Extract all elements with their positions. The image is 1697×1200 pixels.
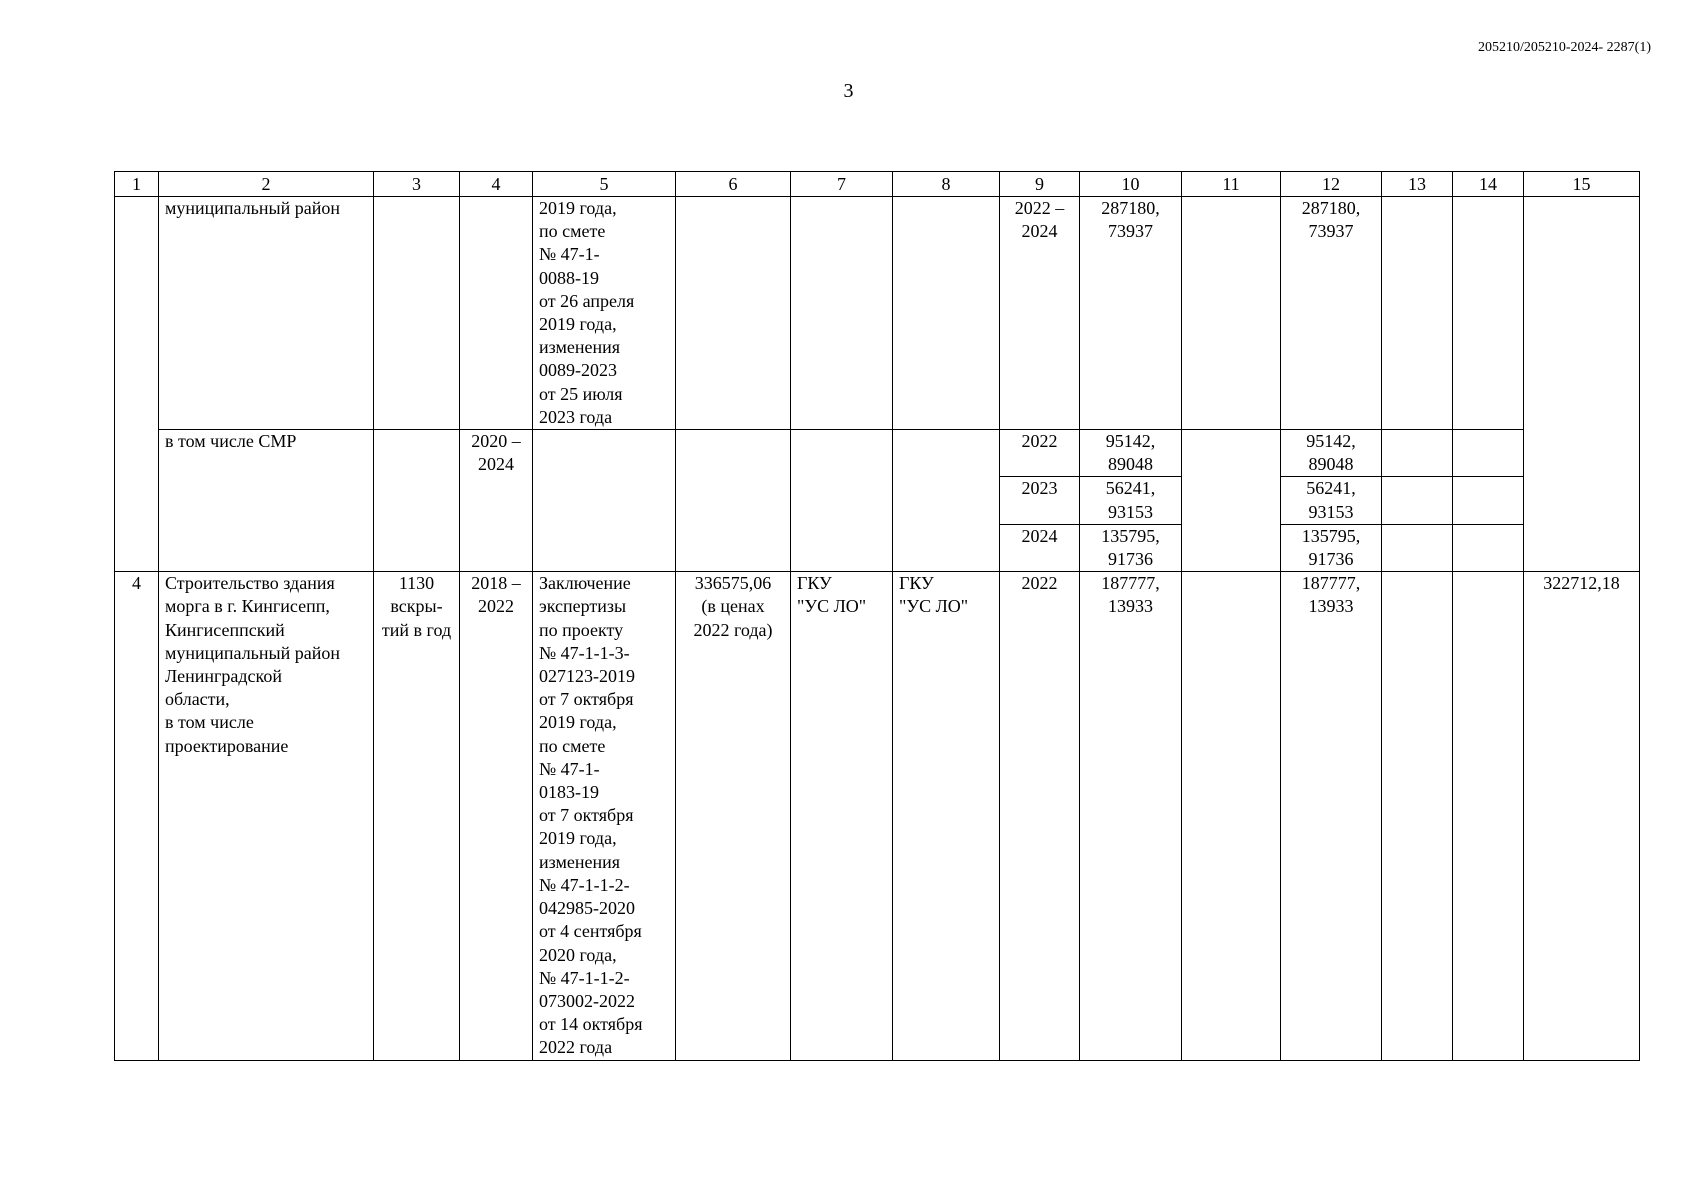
cell-municipal [1382,524,1453,571]
header-cell-14: 14 [1453,172,1524,197]
cell-expertise: 2019 года, по смете № 47-1- 0088-19 от 26 апреля 2019 года, изменения 0089-2023 от 25 июля 2023 года [533,197,676,430]
cell-municipal [1382,477,1453,524]
cell-object-name: Строительство здания морга в г. Кингисепп, Кингисеппский муниципальный район Ленинградской области, в том числе проектирование [159,572,374,1061]
cell-developer: ГКУ "УС ЛО" [893,572,1000,1061]
cell-capacity [374,197,460,430]
cell-other [1453,477,1524,524]
document-id: 205210/205210-2024- 2287(1) [1477,40,1651,55]
cell-municipal [1382,572,1453,1061]
cell-other [1453,430,1524,477]
cell-period: 2020 – 2024 [460,430,533,572]
cell-municipal [1382,430,1453,477]
header-cell-4: 4 [460,172,533,197]
cell-federal [1182,430,1281,572]
cell-years: 2024 [1000,524,1080,571]
header-cell-15: 15 [1524,172,1640,197]
header-cell-8: 8 [893,172,1000,197]
cell-years: 2023 [1000,477,1080,524]
cell-object-name: в том числе СМР [159,430,374,572]
cell-regional: 187777, 13933 [1281,572,1382,1061]
cell-regional: 56241, 93153 [1281,477,1382,524]
table-row [115,572,1640,1061]
cell-estimate [676,197,791,430]
page-number: 3 [843,80,854,102]
cell-total: 287180, 73937 [1080,197,1182,430]
cell-customer [791,197,893,430]
header-cell-1: 1 [115,172,159,197]
header-cell-9: 9 [1000,172,1080,197]
cell-capacity: 1130 вскры- тий в год [374,572,460,1061]
cell-federal [1182,572,1281,1061]
data-table [114,171,1640,1061]
header-cell-12: 12 [1281,172,1382,197]
cell-federal [1182,197,1281,430]
cell-expertise: Заключение экспертизы по проекту № 47-1-1-3- 027123-2019 от 7 октября 2019 года, по смете № 47-1- 0183-19 от 7 октября 2019 года, изменения № 47-1-1-2- 042985-2020 от 4 сентября 2020 года, № 47-1-1-2- 073002-2022 от 14 октября 2022 года [533,572,676,1061]
cell-municipal [1382,197,1453,430]
table-row [115,430,1640,477]
cell-years: 2022 – 2024 [1000,197,1080,430]
header-row [115,172,1640,197]
header-cell-3: 3 [374,172,460,197]
cell-expertise [533,430,676,572]
cell-regional: 135795, 91736 [1281,524,1382,571]
header-cell-10: 10 [1080,172,1182,197]
cell-developer [893,197,1000,430]
header-cell-6: 6 [676,172,791,197]
header-cell-2: 2 [159,172,374,197]
cell-other [1453,572,1524,1061]
cell-other [1453,524,1524,571]
cell-balance: 322712,18 [1524,572,1640,1061]
cell-total: 56241, 93153 [1080,477,1182,524]
cell-total: 135795, 91736 [1080,524,1182,571]
cell-regional: 95142, 89048 [1281,430,1382,477]
cell-developer [893,430,1000,572]
cell-customer: ГКУ "УС ЛО" [791,572,893,1061]
header-cell-13: 13 [1382,172,1453,197]
cell-regional: 287180, 73937 [1281,197,1382,430]
cell-estimate: 336575,06 (в ценах 2022 года) [676,572,791,1061]
cell-total: 95142, 89048 [1080,430,1182,477]
cell-years: 2022 [1000,430,1080,477]
cell-period: 2018 – 2022 [460,572,533,1061]
cell-balance [1524,197,1640,572]
cell-customer [791,430,893,572]
cell-estimate [676,430,791,572]
header-cell-7: 7 [791,172,893,197]
cell-number: 4 [115,572,159,1061]
cell-total: 187777, 13933 [1080,572,1182,1061]
table-row [115,197,1640,430]
cell-capacity [374,430,460,572]
cell-object-name: муниципальный район [159,197,374,430]
header-cell-11: 11 [1182,172,1281,197]
cell-number [115,197,159,572]
cell-period [460,197,533,430]
cell-other [1453,197,1524,430]
header-cell-5: 5 [533,172,676,197]
cell-years: 2022 [1000,572,1080,1061]
